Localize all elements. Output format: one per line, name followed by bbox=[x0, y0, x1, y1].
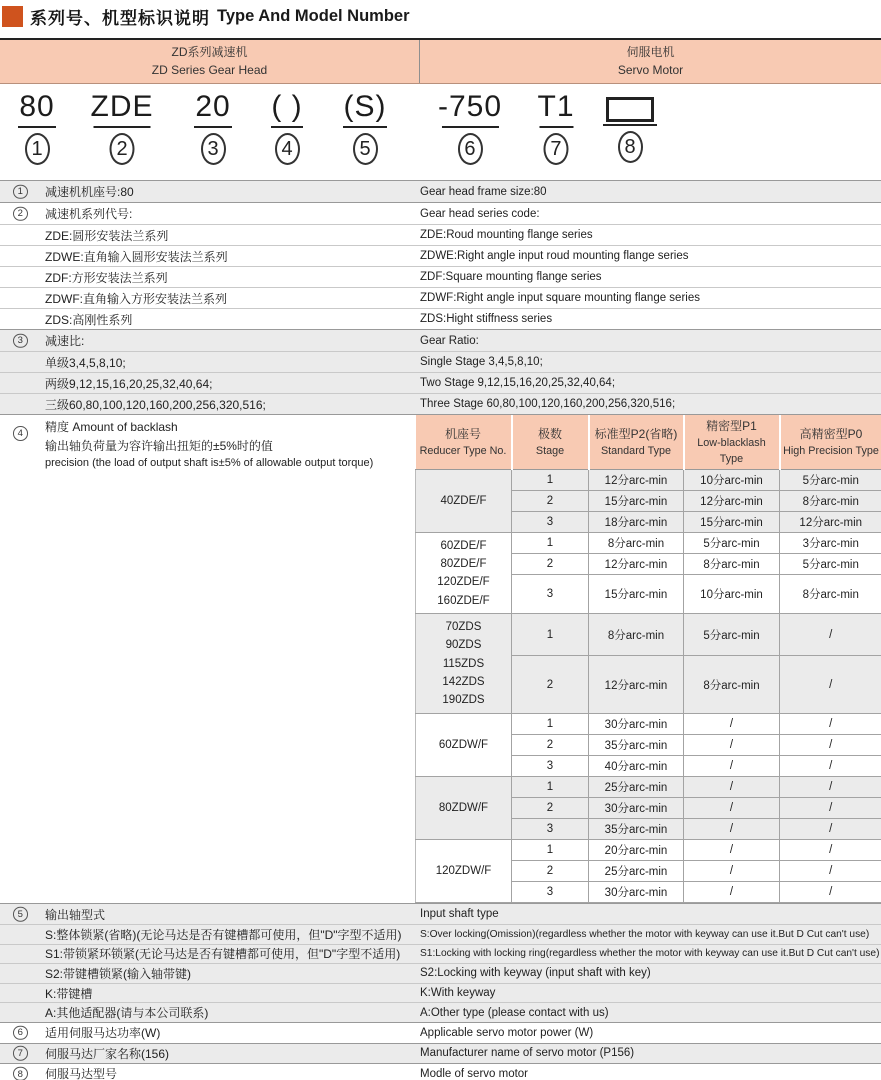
row-text-en: S2:Locking with keyway (input shaft with key) bbox=[420, 967, 651, 980]
low-backlash-cell: 12分arc-min bbox=[684, 491, 780, 512]
row-text-cn: 两级9,12,15,16,20,25,32,40,64; bbox=[45, 376, 213, 391]
stage-cell: 1 bbox=[512, 533, 589, 554]
segment-underline bbox=[441, 126, 498, 128]
explanation-row bbox=[0, 203, 881, 224]
segment-underline bbox=[94, 126, 151, 128]
stage-cell: 3 bbox=[512, 882, 589, 903]
row-text-en: A:Other type (please contact with us) bbox=[420, 1006, 609, 1019]
column-header-cn: 精密型P1 bbox=[706, 419, 757, 433]
circled-number-2: 2 bbox=[110, 133, 135, 165]
row-text-cn: S:整体锁紧(省略)(无论马达是否有键槽都可使用，但"D"字型不适用) bbox=[45, 927, 402, 942]
explanation-row bbox=[0, 1064, 881, 1080]
standard-type-cell: 30分arc-min bbox=[589, 882, 684, 903]
column-header bbox=[512, 415, 589, 470]
standard-type-cell: 40分arc-min bbox=[589, 756, 684, 777]
high-precision-cell: 8分arc-min bbox=[780, 575, 881, 614]
model-segment-6 bbox=[438, 90, 502, 165]
high-precision-cell: / bbox=[780, 777, 881, 798]
low-backlash-cell: 5分arc-min bbox=[684, 614, 780, 656]
backlash-description bbox=[45, 418, 373, 472]
stage-cell: 2 bbox=[512, 656, 589, 714]
low-backlash-cell: / bbox=[684, 819, 780, 840]
servo-model-box bbox=[606, 97, 654, 122]
row-text-cn: S1:带锁紧环锁紧(无论马达是否有键槽都可使用，但"D"字型不适用) bbox=[45, 947, 401, 962]
high-precision-cell: 8分arc-min bbox=[780, 491, 881, 512]
explanation-row bbox=[0, 1023, 881, 1043]
high-precision-cell: / bbox=[780, 798, 881, 819]
model-segment-4 bbox=[271, 90, 303, 165]
page-title bbox=[2, 4, 410, 29]
model-segment-text: T1 bbox=[537, 90, 575, 123]
segment-underline bbox=[343, 126, 387, 128]
low-backlash-cell: 10分arc-min bbox=[684, 575, 780, 614]
row-text-cn: 减速机系列代号: bbox=[45, 207, 133, 221]
segment-underline bbox=[194, 126, 232, 128]
column-header-cn: 标准型P2(省略) bbox=[594, 427, 678, 442]
table-row bbox=[416, 840, 881, 861]
model-segment-5 bbox=[343, 90, 387, 165]
header-gearhead bbox=[0, 40, 419, 83]
standard-type-cell: 30分arc-min bbox=[589, 714, 684, 735]
stage-cell: 1 bbox=[512, 470, 589, 491]
reducer-type-label: 60ZDW/F bbox=[416, 714, 512, 777]
explanation-row bbox=[0, 963, 881, 983]
explanation-row bbox=[0, 245, 881, 266]
model-segment-1 bbox=[18, 90, 56, 165]
table-header-row bbox=[416, 415, 881, 470]
row-number-8: 8 bbox=[13, 1067, 28, 1080]
header-servo-cn: 伺服电机 bbox=[626, 45, 675, 60]
standard-type-cell: 8分arc-min bbox=[589, 533, 684, 554]
row-text-en: ZDS:Hight stiffness series bbox=[420, 313, 553, 325]
row-text-en: Modle of servo motor bbox=[420, 1067, 529, 1080]
table-row bbox=[416, 470, 881, 491]
explanation-row bbox=[0, 224, 881, 245]
row-number-6: 6 bbox=[13, 1025, 28, 1040]
explanation-row bbox=[0, 924, 881, 944]
circled-number-4: 4 bbox=[275, 133, 300, 165]
section-7 bbox=[0, 1043, 881, 1064]
row-text-en: S1:Locking with locking ring(regardless whether the motor with keyway can use it.But D Cut can't use) bbox=[420, 948, 880, 960]
row-text-en: Gear head series code: bbox=[420, 207, 540, 220]
backlash-line-2: 输出轴负荷量为容许输出扭矩的±5%时的值 bbox=[45, 438, 273, 453]
low-backlash-cell: 10分arc-min bbox=[684, 470, 780, 491]
stage-cell: 1 bbox=[512, 777, 589, 798]
model-segment-text: (S) bbox=[343, 90, 387, 123]
row-text-en: S:Over locking(Omission)(regardless whether the motor with keyway can use it.But D Cut can't use) bbox=[420, 928, 870, 940]
section-number-4: 4 bbox=[13, 426, 28, 441]
circled-number-6: 6 bbox=[457, 133, 482, 165]
row-text-en: Gear head frame size:80 bbox=[420, 185, 547, 198]
explanation-row bbox=[0, 287, 881, 308]
standard-type-cell: 12分arc-min bbox=[589, 470, 684, 491]
high-precision-cell: 5分arc-min bbox=[780, 470, 881, 491]
high-precision-cell: / bbox=[780, 614, 881, 656]
reducer-type-label: 70ZDS 90ZDS 115ZDS 142ZDS 190ZDS bbox=[416, 614, 512, 714]
standard-type-cell: 12分arc-min bbox=[589, 656, 684, 714]
row-text-en: Input shaft type bbox=[420, 908, 499, 921]
reducer-type-label: 40ZDE/F bbox=[416, 470, 512, 533]
section-3 bbox=[0, 329, 881, 414]
row-text-en: ZDWE:Right angle input roud mounting flange series bbox=[420, 250, 689, 262]
column-header bbox=[589, 415, 684, 470]
row-text-cn: ZDF:方形安装法兰系列 bbox=[45, 270, 168, 285]
column-header-en: Stage bbox=[535, 445, 565, 458]
row-text-cn: 单级3,4,5,8,10; bbox=[45, 355, 126, 370]
row-text-cn: 伺服马达型号 bbox=[45, 1067, 118, 1080]
row-number-5: 5 bbox=[13, 907, 28, 922]
standard-type-cell: 35分arc-min bbox=[589, 819, 684, 840]
high-precision-cell: 3分arc-min bbox=[780, 533, 881, 554]
row-text-cn: A:其他适配器(请与本公司联系) bbox=[45, 1006, 209, 1021]
column-header-cn: 极数 bbox=[537, 427, 562, 442]
low-backlash-cell: / bbox=[684, 714, 780, 735]
row-text-cn: 输出轴型式 bbox=[45, 907, 106, 922]
standard-type-cell: 8分arc-min bbox=[589, 614, 684, 656]
row-text-cn: 减速比: bbox=[45, 334, 85, 348]
row-text-en: Three Stage 60,80,100,120,160,200,256,320,516; bbox=[420, 398, 676, 410]
stage-cell: 2 bbox=[512, 735, 589, 756]
stage-cell: 3 bbox=[512, 512, 589, 533]
backlash-line-1: 精度 Amount of backlash bbox=[45, 420, 178, 434]
header-servo bbox=[419, 40, 881, 83]
stage-cell: 1 bbox=[512, 714, 589, 735]
row-text-cn: ZDWE:直角输入圆形安装法兰系列 bbox=[45, 249, 228, 264]
low-backlash-cell: / bbox=[684, 735, 780, 756]
row-text-en: Manufacturer name of servo motor (P156) bbox=[420, 1047, 635, 1060]
explanation-row bbox=[0, 393, 881, 414]
sections-top bbox=[0, 180, 881, 414]
backlash-section bbox=[0, 414, 881, 903]
low-backlash-cell: / bbox=[684, 861, 780, 882]
standard-type-cell: 25分arc-min bbox=[589, 861, 684, 882]
header-servo-en: Servo Motor bbox=[617, 62, 684, 77]
model-segment-text: 20 bbox=[195, 90, 231, 123]
row-text-en: Applicable servo motor power (W) bbox=[420, 1026, 594, 1039]
explanation-row bbox=[0, 372, 881, 393]
column-header bbox=[780, 415, 881, 470]
standard-type-cell: 18分arc-min bbox=[589, 512, 684, 533]
segment-underline bbox=[18, 126, 56, 128]
standard-type-cell: 25分arc-min bbox=[589, 777, 684, 798]
explanation-row bbox=[0, 904, 881, 924]
stage-cell: 1 bbox=[512, 840, 589, 861]
column-header bbox=[416, 415, 512, 470]
row-number-2: 2 bbox=[13, 206, 28, 221]
reducer-type-label: 120ZDW/F bbox=[416, 840, 512, 903]
section-8 bbox=[0, 1063, 881, 1080]
low-backlash-cell: / bbox=[684, 840, 780, 861]
circled-number-1: 1 bbox=[25, 133, 50, 165]
explanation-row bbox=[0, 181, 881, 202]
explanation-row bbox=[0, 351, 881, 372]
explanation-row bbox=[0, 1002, 881, 1022]
low-backlash-cell: 8分arc-min bbox=[684, 656, 780, 714]
model-segment-text: ZDE bbox=[90, 90, 154, 123]
low-backlash-cell: 8分arc-min bbox=[684, 554, 780, 575]
model-segment-text: -750 bbox=[437, 90, 503, 123]
row-number-3: 3 bbox=[13, 333, 28, 348]
standard-type-cell: 15分arc-min bbox=[589, 575, 684, 614]
high-precision-cell: 5分arc-min bbox=[780, 554, 881, 575]
row-text-cn: K:带键槽 bbox=[45, 986, 93, 1001]
title-bullet-icon bbox=[2, 6, 23, 27]
model-segment-3 bbox=[194, 90, 232, 165]
stage-cell: 2 bbox=[512, 861, 589, 882]
model-segment-7 bbox=[537, 90, 574, 165]
reducer-type-label: 80ZDW/F bbox=[416, 777, 512, 840]
header-gearhead-en: ZD Series Gear Head bbox=[151, 62, 268, 77]
section-5 bbox=[0, 903, 881, 1022]
circled-number-7: 7 bbox=[543, 133, 568, 165]
high-precision-cell: 12分arc-min bbox=[780, 512, 881, 533]
row-text-cn: ZDWF:直角输入方形安装法兰系列 bbox=[45, 291, 227, 306]
circled-number-8: 8 bbox=[618, 131, 643, 163]
header-band bbox=[0, 38, 881, 84]
row-text-cn: 伺服马达厂家名称(156) bbox=[45, 1046, 170, 1061]
explanation-row bbox=[0, 944, 881, 964]
column-header-cn: 机座号 bbox=[444, 427, 481, 442]
high-precision-cell: / bbox=[780, 882, 881, 903]
table-row bbox=[416, 714, 881, 735]
low-backlash-cell: / bbox=[684, 777, 780, 798]
row-text-cn: ZDE:圆形安装法兰系列 bbox=[45, 228, 169, 243]
row-text-cn: 三级60,80,100,120,160,200,256,320,516; bbox=[45, 397, 266, 412]
precision-table bbox=[415, 415, 881, 903]
explanation-row bbox=[0, 330, 881, 351]
circled-number-3: 3 bbox=[201, 133, 226, 165]
column-header-en: Standard Type bbox=[600, 445, 672, 458]
table-row bbox=[416, 614, 881, 656]
row-number-1: 1 bbox=[13, 184, 28, 199]
row-text-cn: S2:带键槽锁紧(输入轴带键) bbox=[45, 966, 192, 981]
high-precision-cell: / bbox=[780, 714, 881, 735]
row-number-7: 7 bbox=[13, 1046, 28, 1061]
backlash-line-3: precision (the load of output shaft is±5% of allowable output torque) bbox=[45, 457, 374, 470]
circled-number-5: 5 bbox=[353, 133, 378, 165]
high-precision-cell: / bbox=[780, 840, 881, 861]
stage-cell: 2 bbox=[512, 798, 589, 819]
row-text-en: ZDF:Square mounting flange series bbox=[420, 271, 602, 283]
table-row bbox=[416, 533, 881, 554]
section-6 bbox=[0, 1022, 881, 1043]
model-segment-text: 80 bbox=[19, 90, 55, 123]
model-number-row bbox=[0, 90, 881, 180]
high-precision-cell: / bbox=[780, 656, 881, 714]
segment-underline bbox=[539, 126, 573, 128]
standard-type-cell: 30分arc-min bbox=[589, 798, 684, 819]
row-text-cn: 减速机机座号:80 bbox=[45, 185, 134, 199]
header-gearhead-cn: ZD系列减速机 bbox=[171, 45, 248, 60]
standard-type-cell: 35分arc-min bbox=[589, 735, 684, 756]
row-text-en: Single Stage 3,4,5,8,10; bbox=[420, 356, 543, 368]
row-text-cn: ZDS:高刚性系列 bbox=[45, 312, 133, 327]
table-row bbox=[416, 777, 881, 798]
column-header-en: Reducer Type No. bbox=[419, 445, 507, 458]
row-text-cn: 适用伺服马达功率(W) bbox=[45, 1026, 161, 1041]
column-header-en: High Precision Type bbox=[783, 445, 879, 458]
section-2 bbox=[0, 202, 881, 329]
explanation-row bbox=[0, 983, 881, 1003]
column-header bbox=[684, 415, 780, 470]
low-backlash-cell: 15分arc-min bbox=[684, 512, 780, 533]
stage-cell: 3 bbox=[512, 575, 589, 614]
stage-cell: 3 bbox=[512, 756, 589, 777]
stage-cell: 2 bbox=[512, 554, 589, 575]
high-precision-cell: / bbox=[780, 861, 881, 882]
high-precision-cell: / bbox=[780, 735, 881, 756]
low-backlash-cell: / bbox=[684, 756, 780, 777]
sections-bottom bbox=[0, 903, 881, 1080]
column-header-en: Low-blacklash Type bbox=[697, 437, 766, 466]
low-backlash-cell: / bbox=[684, 882, 780, 903]
page-title-cn: 系列号、机型标识说明 bbox=[30, 9, 210, 28]
model-segment-text: ( ) bbox=[271, 90, 303, 123]
explanation-row bbox=[0, 308, 881, 329]
high-precision-cell: / bbox=[780, 819, 881, 840]
row-text-en: ZDWF:Right angle input square mounting flange series bbox=[420, 292, 700, 304]
page-title-en: Type And Model Number bbox=[217, 7, 410, 25]
explanation-row bbox=[0, 266, 881, 287]
segment-underline bbox=[271, 126, 303, 128]
low-backlash-cell: 5分arc-min bbox=[684, 533, 780, 554]
section-1 bbox=[0, 180, 881, 202]
model-segment-2 bbox=[91, 90, 154, 165]
row-text-en: ZDE:Roud mounting flange series bbox=[420, 229, 593, 241]
low-backlash-cell: / bbox=[684, 798, 780, 819]
segment-underline bbox=[603, 124, 657, 126]
explanation-row bbox=[0, 1044, 881, 1064]
row-text-en: K:With keyway bbox=[420, 987, 496, 1000]
explanation-list bbox=[0, 180, 881, 1080]
standard-type-cell: 15分arc-min bbox=[589, 491, 684, 512]
row-text-en: Two Stage 9,12,15,16,20,25,32,40,64; bbox=[420, 377, 616, 389]
model-segment-8 bbox=[603, 90, 657, 163]
reducer-type-label: 60ZDE/F 80ZDE/F 120ZDE/F 160ZDE/F bbox=[416, 533, 512, 614]
standard-type-cell: 20分arc-min bbox=[589, 840, 684, 861]
stage-cell: 1 bbox=[512, 614, 589, 656]
row-text-en: Gear Ratio: bbox=[420, 334, 479, 347]
standard-type-cell: 12分arc-min bbox=[589, 554, 684, 575]
column-header-cn: 高精密型P0 bbox=[799, 427, 863, 442]
high-precision-cell: / bbox=[780, 756, 881, 777]
stage-cell: 3 bbox=[512, 819, 589, 840]
stage-cell: 2 bbox=[512, 491, 589, 512]
